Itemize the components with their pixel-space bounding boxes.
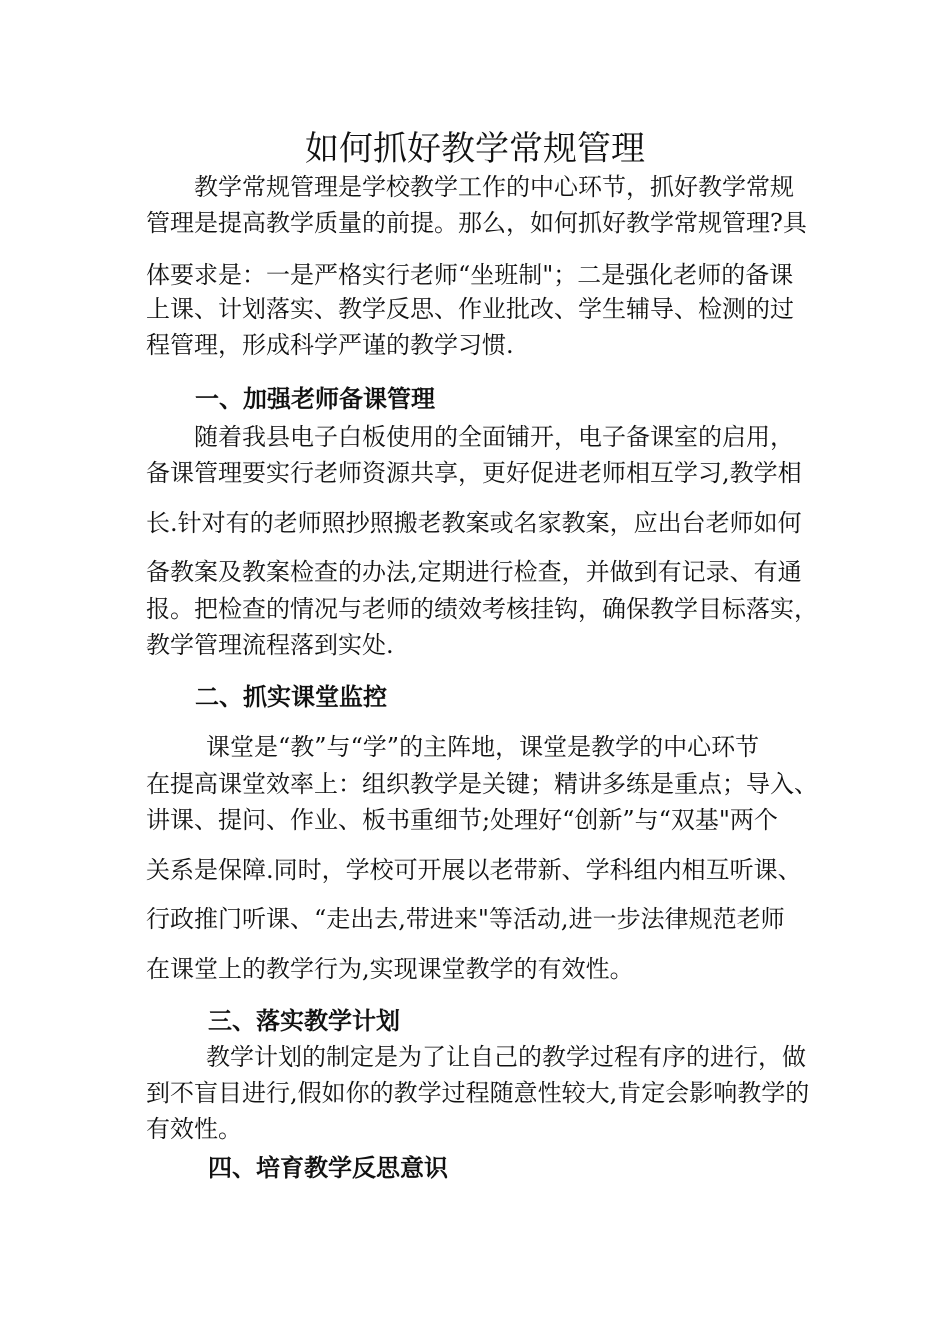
section-1-line-6: 教学管理流程落到实处. [146,631,394,659]
section-2-line-2: 在提高课堂效率上：组织教学是关键；精讲多练是重点；导入、 [146,770,818,798]
section-2-line-3: 讲课、提问、作业、板书重细节;处理好“创新”与“双基"两个 [146,806,778,834]
section-3-line-1: 教学计划的制定是为了让自己的教学过程有序的进行，做 [206,1043,806,1071]
section-2-line-4: 关系是保障.同时，学校可开展以老带新、学科组内相互听课、 [146,856,802,884]
section-2-line-6: 在课堂上的教学行为,实现课堂教学的有效性。 [146,955,634,983]
section-3-line-3: 有效性。 [146,1115,242,1143]
section-1-line-5: 报。把检查的情况与老师的绩效考核挂钩，确保教学目标落实， [146,595,818,623]
section-3-line-2: 到不盲目进行,假如你的教学过程随意性较大,肯定会影响教学的 [146,1079,810,1107]
intro-line-4: 上课、计划落实、教学反思、作业批改、学生辅导、检测的过 [146,295,794,323]
intro-line-1: 教学常规管理是学校教学工作的中心环节，抓好教学常规 [194,173,794,201]
intro-line-3: 体要求是：一是严格实行老师“坐班制"；二是强化老师的备课 [146,261,794,289]
section-3-heading: 三、落实教学计划 [208,1007,400,1035]
section-2-heading: 二、抓实课堂监控 [195,683,387,711]
section-1-line-4: 备教案及教案检查的办法,定期进行检查，并做到有记录、有通 [146,558,802,586]
section-1-heading: 一、加强老师备课管理 [195,385,435,413]
section-1-line-3: 长.针对有的老师照抄照搬老教案或名家教案，应出台老师如何 [146,509,802,537]
intro-line-2: 管理是提高教学质量的前提。那么，如何抓好教学常规管理?具 [146,209,807,237]
section-2-line-1: 课堂是“教”与“学”的主阵地，课堂是教学的中心环节 [206,733,760,761]
intro-line-5: 程管理，形成科学严谨的教学习惯. [146,331,514,359]
section-1-line-2: 备课管理要实行老师资源共享，更好促进老师相互学习,教学相 [146,459,802,487]
section-1-line-1: 随着我县电子白板使用的全面铺开，电子备课室的启用， [194,423,794,451]
section-4-heading: 四、培育教学反思意识 [208,1154,448,1182]
section-2-line-5: 行政推门听课、“走出去,带进来"等活动,进一步法律规范老师 [146,905,785,933]
document-title: 如何抓好教学常规管理 [305,129,645,169]
